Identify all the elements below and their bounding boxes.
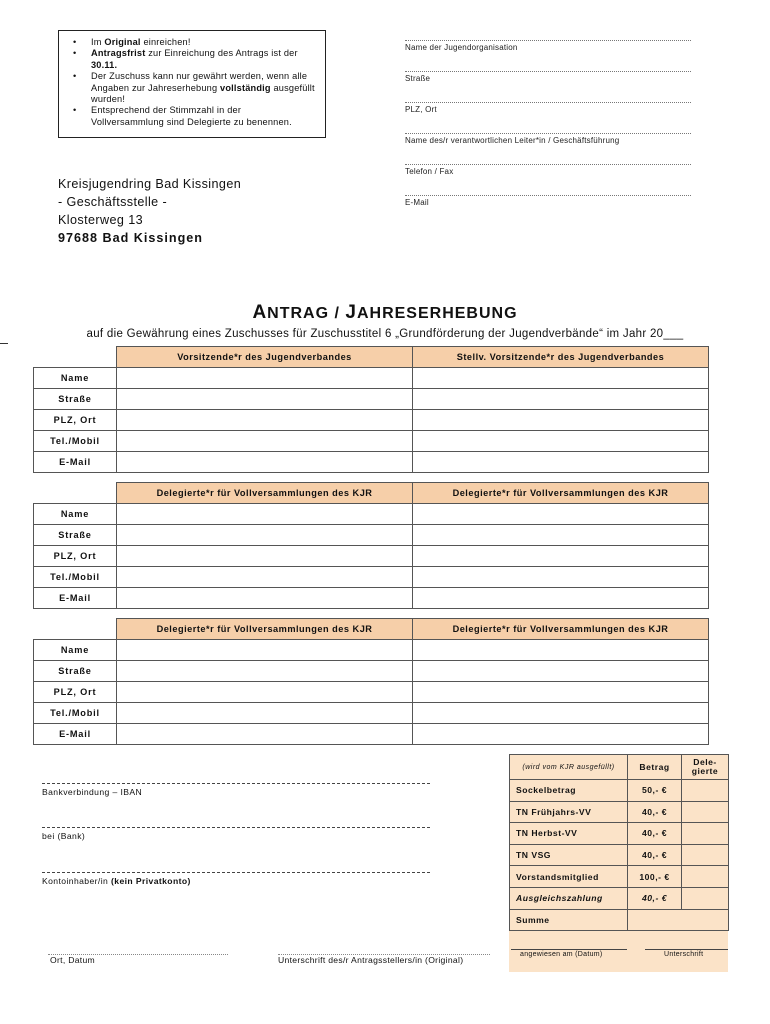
row-label: Name: [34, 640, 117, 661]
table-row: [34, 410, 709, 431]
column-header: Delegierte*r für Vollversammlungen des KJR: [117, 619, 413, 640]
row-label: PLZ, Ort: [34, 546, 117, 567]
input-cell[interactable]: [117, 724, 413, 745]
delegates-header: Dele- gierte: [682, 755, 729, 780]
row-label: Straße: [34, 389, 117, 410]
input-cell[interactable]: [117, 640, 413, 661]
table-row: [34, 452, 709, 473]
sum-label: Summe: [510, 909, 628, 931]
input-cell[interactable]: [117, 431, 413, 452]
fee-note: (wird vom KJR ausgefüllt): [510, 755, 628, 780]
input-cell[interactable]: [413, 525, 709, 546]
input-cell[interactable]: [117, 452, 413, 473]
row-label: Tel./Mobil: [34, 431, 117, 452]
delegates-cell[interactable]: [682, 844, 729, 866]
table-row: [34, 682, 709, 703]
notice-item: • Der Zuschuss kann nur gewährt werden, wenn alle Angaben zur Jahreserhebung vollständig ausgefüllt wurden!: [73, 71, 315, 105]
organisation-fields: [405, 40, 691, 226]
fee-item: TN VSG: [510, 844, 628, 866]
notice-item: • Im Original einreichen!: [73, 37, 315, 48]
address-line: 97688 Bad Kissingen: [58, 231, 203, 245]
row-label: Name: [34, 368, 117, 389]
iban-field[interactable]: [42, 783, 430, 797]
table-row: [34, 703, 709, 724]
input-cell[interactable]: [413, 452, 709, 473]
fee-item: Vorstandsmitglied: [510, 866, 628, 888]
signature-line: [42, 827, 430, 828]
field-label: Kontoinhaber/in (kein Privatkonto): [42, 876, 191, 886]
row-label: Straße: [34, 525, 117, 546]
input-cell[interactable]: [413, 661, 709, 682]
fee-row: [510, 909, 729, 931]
table-row: [34, 546, 709, 567]
field-label: Straße: [405, 74, 431, 83]
fold-mark: [0, 343, 8, 344]
row-label: E-Mail: [34, 588, 117, 609]
row-label: E-Mail: [34, 724, 117, 745]
input-cell[interactable]: [117, 504, 413, 525]
table-row: [34, 588, 709, 609]
field-label: Name der Jugendorganisation: [405, 43, 518, 52]
board-table: [33, 346, 709, 473]
address-line: Klosterweg 13: [58, 213, 144, 227]
input-cell[interactable]: [117, 567, 413, 588]
fee-price: 40,- €: [628, 844, 682, 866]
delegates-table-1: [33, 482, 709, 609]
row-label: Tel./Mobil: [34, 703, 117, 724]
fee-row: [510, 866, 729, 888]
fee-table: [509, 754, 729, 931]
row-label: Name: [34, 504, 117, 525]
delegates-cell[interactable]: [682, 823, 729, 845]
input-cell[interactable]: [117, 682, 413, 703]
field-label: E-Mail: [405, 198, 429, 207]
applicant-signature-label: Unterschrift des/r Antragsstellers/in (Original): [278, 955, 464, 965]
table-row: [34, 504, 709, 525]
price-header: Betrag: [628, 755, 682, 780]
delegates-cell[interactable]: [682, 780, 729, 802]
column-header: Delegierte*r für Vollversammlungen des KJR: [413, 483, 709, 504]
input-cell[interactable]: [413, 389, 709, 410]
row-label: E-Mail: [34, 452, 117, 473]
fee-price: 40,- €: [628, 887, 682, 909]
row-label: PLZ, Ort: [34, 682, 117, 703]
field-label: Telefon / Fax: [405, 167, 454, 176]
signature-line: [645, 949, 728, 950]
table-row: [34, 431, 709, 452]
input-cell[interactable]: [117, 410, 413, 431]
notice-item: • Entsprechend der Stimmzahl in der Vollversammlung sind Delegierte zu benennen.: [73, 105, 315, 128]
org-name-field[interactable]: [405, 40, 691, 71]
input-cell[interactable]: [413, 682, 709, 703]
transfer-date-label: angewiesen am (Datum): [520, 951, 603, 958]
signature-line: [511, 949, 627, 950]
delegates-cell[interactable]: [682, 866, 729, 888]
account-holder-field[interactable]: [42, 872, 430, 886]
bank-name-field[interactable]: [42, 827, 430, 841]
signature-line: [42, 872, 430, 873]
sum-cell[interactable]: [628, 909, 729, 931]
page-title: ANTRAG / JAHRESERHEBUNG: [252, 302, 518, 323]
input-cell[interactable]: [413, 431, 709, 452]
row-label: Straße: [34, 661, 117, 682]
notice-box: [58, 30, 326, 138]
delegates-table-2: [33, 618, 709, 745]
fee-row: [510, 887, 729, 909]
fee-item: TN Herbst-VV: [510, 823, 628, 845]
fee-price: 40,- €: [628, 801, 682, 823]
table-row: [34, 389, 709, 410]
fee-price: 50,- €: [628, 780, 682, 802]
field-label: Bankverbindung – IBAN: [42, 787, 143, 797]
input-cell[interactable]: [413, 588, 709, 609]
column-header: Stellv. Vorsitzende*r des Jugendverbandes: [413, 347, 709, 368]
signature-line: [42, 783, 430, 784]
address-line: Kreisjugendring Bad Kissingen: [58, 177, 242, 191]
fee-price: 100,- €: [628, 866, 682, 888]
org-street-field[interactable]: [405, 71, 691, 102]
input-cell[interactable]: [117, 389, 413, 410]
table-row: [34, 567, 709, 588]
kjr-signature-label: Unterschrift: [664, 951, 704, 958]
input-cell[interactable]: [413, 504, 709, 525]
fee-row: [510, 844, 729, 866]
table-row: [34, 525, 709, 546]
input-cell[interactable]: [413, 640, 709, 661]
fee-row: [510, 801, 729, 823]
input-cell[interactable]: [413, 724, 709, 745]
input-cell[interactable]: [413, 546, 709, 567]
place-date-label: Ort, Datum: [50, 955, 96, 965]
org-email-field[interactable]: [405, 195, 691, 226]
delegates-cell[interactable]: [682, 801, 729, 823]
row-label: Tel./Mobil: [34, 567, 117, 588]
input-cell[interactable]: [413, 703, 709, 724]
delegates-cell[interactable]: [682, 887, 729, 909]
fee-item: Ausgleichszahlung: [510, 887, 628, 909]
input-cell[interactable]: [117, 703, 413, 724]
field-label: PLZ, Ort: [405, 105, 437, 114]
input-cell[interactable]: [413, 410, 709, 431]
table-row: [34, 661, 709, 682]
fee-item: TN Frühjahrs-VV: [510, 801, 628, 823]
input-cell[interactable]: [117, 588, 413, 609]
table-row: [34, 368, 709, 389]
address-line: - Geschäftsstelle -: [58, 195, 168, 209]
recipient-address: [58, 175, 241, 247]
input-cell[interactable]: [413, 368, 709, 389]
table-row: [34, 640, 709, 661]
table-row: [34, 724, 709, 745]
column-header: Delegierte*r für Vollversammlungen des KJR: [413, 619, 709, 640]
input-cell[interactable]: [413, 567, 709, 588]
input-cell[interactable]: [117, 546, 413, 567]
column-header: Vorsitzende*r des Jugendverbandes: [117, 347, 413, 368]
fee-price: 40,- €: [628, 823, 682, 845]
org-city-field[interactable]: [405, 102, 691, 133]
fee-row: [510, 780, 729, 802]
input-cell[interactable]: [117, 525, 413, 546]
input-cell[interactable]: [117, 661, 413, 682]
fee-row: [510, 823, 729, 845]
org-leader-field[interactable]: [405, 133, 691, 164]
fee-item: Sockelbetrag: [510, 780, 628, 802]
input-cell[interactable]: [117, 368, 413, 389]
org-phone-field[interactable]: [405, 164, 691, 195]
field-label: bei (Bank): [42, 831, 86, 841]
page-subtitle: auf die Gewährung eines Zuschusses für Zuschusstitel 6 „Grundförderung der Jugendverbände“ im Jahr 20___: [86, 328, 684, 340]
notice-item: • Antragsfrist zur Einreichung des Antrags ist der 30.11.: [73, 48, 315, 71]
field-label: Name des/r verantwortlichen Leiter*in / Geschäftsführung: [405, 136, 620, 145]
column-header: Delegierte*r für Vollversammlungen des KJR: [117, 483, 413, 504]
row-label: PLZ, Ort: [34, 410, 117, 431]
